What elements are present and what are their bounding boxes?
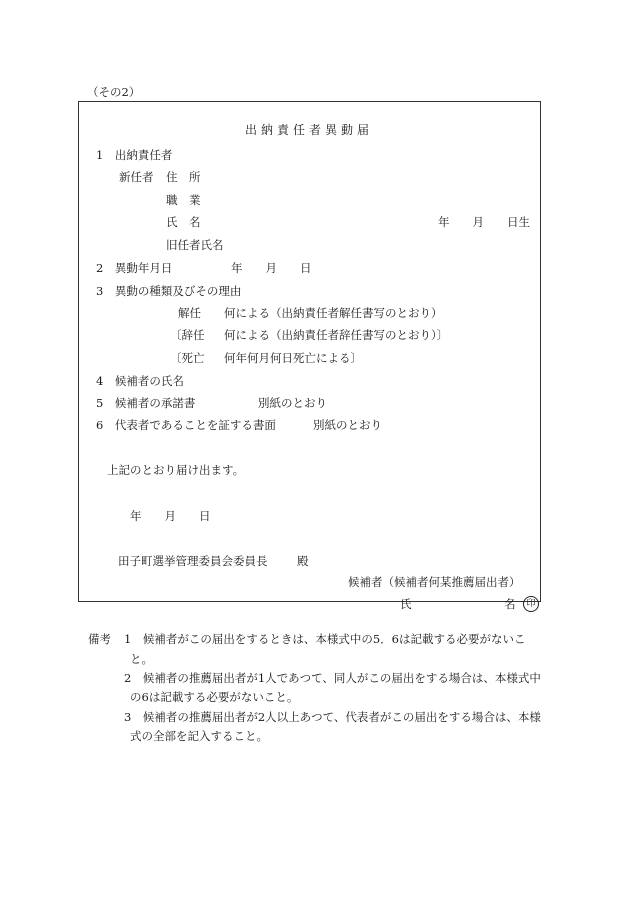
new-appointee-label: 新任者 — [119, 170, 154, 184]
candidate-label: 候補者（候補者何某推薦届出者） — [348, 575, 521, 589]
note1-line2: と。 — [130, 652, 153, 666]
reason-dismissal-text: 何による（出納責任者解任書写のとおり） — [224, 306, 443, 320]
reason-death-text: 何年何月何日死亡による〕 — [224, 351, 362, 365]
note3-line1: 3 候補者の推薦届出者が2人以上あつて、代表者がこの届出をする場合は、本様 — [124, 710, 541, 724]
name-label: 氏 名 — [166, 215, 201, 229]
change-date: 年 月 日 — [231, 261, 312, 275]
reason-dismissal-type: 解任 — [178, 306, 201, 320]
item5-label: 5 候補者の承諾書 — [96, 396, 196, 410]
item1-label: 1 出納責任者 — [96, 148, 173, 162]
signature-name-label: 氏 — [400, 597, 412, 611]
addressee: 田子町選挙管理委員会委員長 — [118, 554, 268, 568]
reason-death-type: 〔死亡 — [170, 351, 205, 365]
declaration-text: 上記のとおり届け出ます。 — [107, 463, 245, 477]
item4-label: 4 候補者の氏名 — [96, 374, 184, 388]
header-note: （その2） — [87, 85, 141, 99]
form-title: 出納責任者異動届 — [245, 123, 374, 137]
note2-line2: の6は記載する必要がないこと。 — [130, 690, 299, 704]
reason-resignation-text: 何による（出納責任者辞任書写のとおり）〕 — [224, 328, 449, 342]
note1-line1: 1 候補者がこの届出をするときは、本様式中の5．6は記載する必要がないこ — [124, 632, 526, 646]
address-label: 住 所 — [166, 170, 201, 184]
birthdate-label: 年 月 日生 — [438, 215, 530, 229]
occupation-label: 職 業 — [166, 193, 201, 207]
item6-label: 6 代表者であることを証する書面 — [96, 418, 276, 432]
item5-value: 別紙のとおり — [258, 396, 327, 410]
item2-label: 2 異動年月日 — [96, 261, 173, 275]
note2-line1: 2 候補者の推薦届出者が1人であつて、同人がこの届出をする場合は、本様式中 — [124, 671, 541, 685]
item6-value: 別紙のとおり — [313, 418, 382, 432]
predecessor-name-label: 旧任者氏名 — [166, 238, 224, 252]
item3-label: 3 異動の種類及びその理由 — [96, 284, 242, 298]
notes-label: 備考 — [88, 632, 111, 646]
submission-date: 年 月 日 — [130, 509, 211, 523]
seal-icon: 印 — [523, 596, 539, 612]
reason-resignation-type: 〔辞任 — [170, 328, 205, 342]
note3-line2: 式の全部を記入すること。 — [130, 729, 268, 743]
signature-mei-label: 名 — [504, 597, 516, 611]
honorific: 殿 — [297, 554, 309, 568]
